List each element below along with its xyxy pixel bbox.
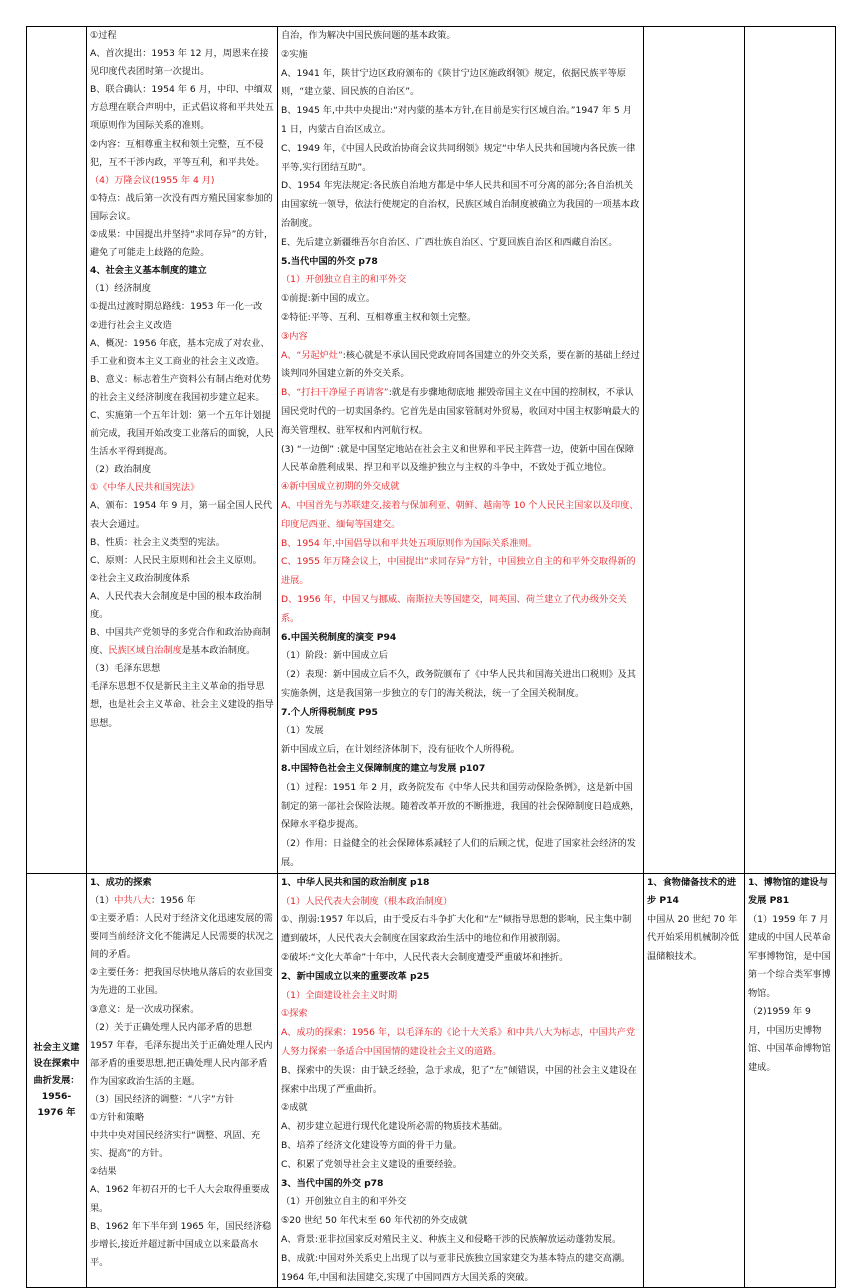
text-line [281, 177, 640, 233]
text-line [90, 1218, 274, 1272]
text-span: C、原则：人民民主原则和社会主义原则。 [90, 554, 262, 566]
text-span: ②实施 [281, 48, 308, 60]
text-line [90, 588, 274, 624]
text-span: 自治，作为解决中国民族问题的基本政策。 [281, 30, 456, 41]
text-line [281, 1212, 640, 1231]
text-span: :核心就是不承认国民党政府同各国建立的外交关系，要在新的基础上经过谈判同外国建立新的外交关系。 [281, 349, 640, 380]
text-line [90, 45, 274, 81]
text-span: （4）万隆会议(1955 年 4 月) [90, 174, 215, 186]
text-line [281, 629, 640, 648]
text-span: ①探索 [281, 1008, 308, 1020]
text-span: A、人民代表大会制度是中国的根本政治制度。 [90, 590, 262, 620]
text-line [281, 741, 640, 760]
topic-cell [278, 873, 644, 1288]
text-span: ②结果 [90, 1166, 117, 1178]
text-line [90, 280, 274, 298]
text-span: B、联合确认：1954 年 6 月，中印、中缅双方总理在联合声明中，正式倡议将和平共处五项原则作为国际关系的准则。 [90, 84, 274, 132]
economy-cell [644, 27, 745, 874]
text-line [90, 371, 274, 407]
text-line [281, 478, 640, 497]
text-span: ⑤20 世纪 50 年代末至 60 年代初的外交成就 [281, 1215, 468, 1227]
text-line [281, 1118, 640, 1137]
text-span: B、1945 年,中共中央提出:“对内蒙的基本方针,在目前是实行区域自治。”1947 年 5 月 1 日，内蒙古自治区成立。 [281, 105, 632, 135]
text-line [90, 624, 274, 660]
text-line [281, 441, 640, 479]
text-line [281, 140, 640, 178]
text-span: A、成功的探索：1956 年，以毛泽东的《论十大关系》和中共八大为标志，中国共产党人努力探索一条适合中国国情的建设社会主义的道路。 [281, 1027, 636, 1058]
text-line [90, 892, 274, 910]
text-line [281, 328, 640, 347]
text-span: （1）发展 [281, 725, 324, 737]
text-span: ②成果：中国提出并坚持“求同存异”的方针，避免了可能走上歧路的危险。 [90, 229, 274, 259]
text-line [281, 760, 640, 779]
text-span: ④新中国成立初期的外交成就 [281, 481, 400, 493]
text-span: 3、当代中国的外交 p78 [281, 1177, 384, 1189]
text-line [90, 461, 274, 479]
text-line [281, 535, 640, 554]
text-span: 5.当代中国的外交 p78 [281, 255, 378, 267]
text-span: ②特征:平等、互利、互相尊重主权和领土完整。 [281, 311, 477, 323]
text-line [281, 874, 640, 893]
text-line [281, 987, 640, 1006]
text-span: 7.个人所得税制度 P95 [281, 706, 378, 718]
text-line [281, 1250, 640, 1288]
text-span: ③内容 [281, 330, 308, 342]
text-line [90, 552, 274, 570]
text-line [90, 1019, 274, 1037]
text-line [90, 1001, 274, 1019]
text-span: （1）人民代表大会制度（根本政治制度） [281, 895, 453, 907]
highlight-span: 中共八大 [114, 894, 151, 906]
text-span: 1、成功的探索 [90, 876, 152, 888]
text-line [90, 678, 274, 732]
text-line [281, 553, 640, 591]
text-line [90, 534, 274, 552]
text-line [281, 1024, 640, 1062]
text-line [90, 479, 274, 497]
text-line [90, 1109, 274, 1127]
topic-cell [278, 27, 644, 874]
text-span: （3）国民经济的调整：“八字”方针 [90, 1093, 234, 1105]
text-span: （2）关于正确处理人民内部矛盾的思想 [90, 1021, 253, 1033]
text-line [748, 1003, 832, 1077]
text-span: A、背景:亚非拉国家反对殖民主义、种族主义和侵略干涉的民族解放运动蓬勃发展。 [281, 1234, 622, 1245]
text-line [90, 1181, 274, 1217]
text-span: （1）1959 年 7 月建成的中国人民革命军事博物馆，是中国第一个综合类军事博物馆。 [748, 913, 831, 999]
text-line [90, 81, 274, 135]
text-span: 中共中央对国民经济实行“调整、巩固、充实、提高”的方针。 [90, 1130, 261, 1160]
text-line [90, 1127, 274, 1163]
text-line [90, 262, 274, 280]
text-span: （2）政治制度 [90, 464, 151, 476]
text-line [90, 407, 274, 461]
text-line [90, 226, 274, 262]
text-span: 4、社会主义基本制度的建立 [90, 265, 207, 277]
text-span: 1、食物储备技术的进步 P14 [647, 876, 737, 907]
text-span: A、1962 年初召开的七千人大会取得重要成果。 [90, 1184, 270, 1214]
text-span: （1）开创独立自主的和平外交 [281, 274, 407, 286]
era-cell: 社会主义建设在探索中曲折发展：1956-1976 年 [27, 873, 87, 1288]
text-line [748, 874, 832, 911]
text-line [90, 317, 274, 335]
text-span: 1957 年春，毛泽东提出关于正确处理人民内部矛盾的重要思想,把正确处理人民内部矛盾作为国家政治生活的主题。 [90, 1039, 273, 1087]
text-span: 毛泽东思想不仅是新民主主义革命的指导思想，也是社会主义革命、社会主义建设的指导思想。 [90, 681, 274, 729]
text-span: ：1956 年 [150, 894, 196, 906]
text-span: A、首次提出：1953 年 12 月，周恩来在接见印度代表团时第一次提出。 [90, 48, 269, 78]
text-span: C、1949 年，《中国人民政治协商会议共同纲领》规定“中华人民共和国境内各民族一律平等,实行团结互助”。 [281, 142, 636, 173]
text-span: 是基本政治制度。 [181, 645, 256, 657]
text-line [281, 1193, 640, 1212]
text-line [281, 497, 640, 535]
text-line [90, 298, 274, 316]
text-line [90, 172, 274, 190]
culture-cell [745, 873, 836, 1288]
text-line [281, 911, 640, 949]
text-span: (3) “一边倒” :就是中国坚定地站在社会主义和世界和平民主阵营一边，使新中国在保障人民革命胜利成果、捍卫和平以及维护独立与主权的斗争中，不致处于孤立地位。 [281, 443, 635, 474]
text-span: （1）经济制度 [90, 283, 151, 295]
text-span: ②内容：互相尊重主权和领土完整，互不侵犯，互不干涉内政，平等互利，和平共处。 [90, 138, 265, 168]
text-line [281, 347, 640, 385]
text-span: A、“另起炉灶” [281, 349, 343, 361]
economy-cell [644, 873, 745, 1288]
text-span: （3）毛泽东思想 [90, 663, 161, 675]
text-line [281, 65, 640, 103]
text-line [90, 1037, 274, 1091]
text-span: ①过程 [90, 30, 117, 41]
text-span: D、1956 年，中国又与挪威、南斯拉夫等国建交，同英国、荷兰建立了代办级外交关系。 [281, 593, 627, 624]
text-span: ①提出过渡时期总路线：1953 年一化一改 [90, 301, 263, 313]
text-span: B、意义：标志着生产资料公有制占绝对优势的社会主义经济制度在我国初步建立起来。 [90, 373, 271, 403]
text-span: （1） [90, 894, 115, 906]
text-span: B、探索中的失误：由于缺乏经验，急于求成，犯了“左”倾错误，中国的社会主义建设在探索中出现了严重曲折。 [281, 1064, 637, 1095]
text-line [748, 911, 832, 1004]
text-line [281, 1062, 640, 1100]
text-span: ①主要矛盾：人民对于经济文化迅速发展的需要同当前经济文化不能满足人民需要的状况之间的矛盾。 [90, 913, 274, 961]
text-line [90, 570, 274, 588]
text-span: 1、中华人民共和国的政治制度 p18 [281, 876, 430, 888]
text-line [281, 384, 640, 440]
text-span: （1）全面建设社会主义时期 [281, 989, 398, 1001]
text-line [281, 591, 640, 629]
text-line [90, 190, 274, 226]
era-cell [27, 27, 87, 874]
text-span: ③意义：是一次成功探索。 [90, 1003, 200, 1015]
text-line [90, 335, 274, 371]
text-span: ①、削弱:1957 年以后，由于受反右斗争扩大化和“左”倾指导思想的影响，民主集中制遭到破坏，人民代表大会制度在国家政治生活中的地位和作用被削弱。 [281, 914, 632, 945]
text-span: C、实施第一个五年计划：第一个五年计划提前完成，我国开始改变工业落后的面貌，人民生活水平得到提高。 [90, 409, 274, 458]
text-span: ②进行社会主义改造 [90, 319, 172, 331]
text-span: ②主要任务：把我国尽快地从落后的农业国变为先进的工业国。 [90, 967, 273, 997]
text-line [90, 1163, 274, 1181]
text-span: E、先后建立新疆维吾尔自治区、广西壮族自治区、宁夏回族自治区和西藏自治区。 [281, 236, 618, 248]
text-span: B、性质：社会主义类型的宪法。 [90, 536, 225, 548]
text-span: 新中国成立后，在计划经济体制下，没有征收个人所得税。 [281, 744, 520, 756]
text-line [281, 666, 640, 704]
text-span: B、成就:中国对外关系史上出现了以与亚非民族独立国家建交为基本特点的建交高潮。1964 年,中国和法国建交,实现了中国同西方大国关系的突破。 [281, 1252, 631, 1283]
text-line [281, 1099, 640, 1118]
text-span: ②破坏:“文化大革命”十年中，人民代表大会制度遭受严重破坏和挫折。 [281, 952, 569, 964]
text-line [90, 136, 274, 172]
text-line [281, 779, 640, 835]
text-line [281, 647, 640, 666]
text-line [281, 1005, 640, 1024]
text-span: C、积累了党领导社会主义建设的重要经验。 [281, 1158, 462, 1170]
text-line [281, 1231, 640, 1250]
text-span: 1、博物馆的建设与发展 P81 [748, 876, 828, 907]
text-line [281, 968, 640, 987]
text-line [647, 874, 741, 911]
text-line [90, 910, 274, 964]
text-line [281, 949, 640, 968]
text-line [281, 253, 640, 272]
text-span: （1）过程：1951 年 2 月，政务院发布《中华人民共和国劳动保险条例》，这是新中国制定的第一部社会保险法规。随着改革开放的不断推进，我国的社会保障制度日趋成熟，保障水平稳步提高。 [281, 781, 640, 831]
content-table [26, 26, 836, 1288]
text-span: （2）表现：新中国成立后不久，政务院颁布了《中华人民共和国海关进出口税则》及其实施条例，这是我国第一步独立的专门的海关税法，统一了全国关税制度。 [281, 669, 636, 699]
text-line [90, 874, 274, 892]
text-line [90, 964, 274, 1000]
text-line [281, 893, 640, 912]
text-span: B、培养了经济文化建设等方面的骨干力量。 [281, 1140, 462, 1152]
text-line [90, 1091, 274, 1109]
text-span: 2、新中国成立以来的重要改革 p25 [281, 970, 430, 982]
text-line [281, 1137, 640, 1156]
highlight-span: 民族区域自治制度 [108, 645, 182, 657]
table-row [27, 27, 836, 874]
text-span: A、颁布：1954 年 9 月，第一届全国人民代表大会通过。 [90, 500, 273, 530]
text-span: ①特点：战后第一次没有西方殖民国家参加的国际会议。 [90, 192, 273, 222]
text-span: A、中国首先与苏联建交,接着与保加利亚、朝鲜、越南等 10 个人民民主国家以及印度、印度尼西亚、缅甸等国建交。 [281, 499, 639, 530]
text-line [281, 835, 640, 873]
text-span: 6.中国关税制度的演变 P94 [281, 631, 397, 643]
text-span: ②社会主义政治制度体系 [90, 572, 191, 584]
text-line [281, 1175, 640, 1194]
text-span: （2）作用：日益健全的社会保障体系减轻了人们的后顾之忧，促进了国家社会经济的发展。 [281, 838, 636, 869]
text-span: ①《中华人民共和国宪法》 [90, 482, 200, 494]
text-line [281, 102, 640, 140]
table-row [27, 873, 836, 1288]
text-span: B、1954 年,中国倡导以和平共处五项原则作为国际关系准则。 [281, 537, 538, 549]
text-line [281, 271, 640, 290]
text-span: ②成就 [281, 1102, 308, 1114]
text-span: B、“打扫干净屋子再请客” [281, 387, 389, 399]
text-span: ①前提:新中国的成立。 [281, 293, 376, 305]
text-span: （1）开创独立自主的和平外交 [281, 1196, 407, 1208]
text-span: D、1954 年宪法规定:各民族自治地方都是中华人民共和国不可分离的部分;各自治机关由国家统一领导，依法行使规定的自治权，民族区域自治制度被确立为我国的一项基本政治制度。 [281, 180, 640, 229]
text-span: B、中国共产党领导的多党合作和政治协商制度、 [90, 627, 271, 657]
text-span: ①方针和策略 [90, 1112, 145, 1124]
text-span: 中国从 20 世纪 70 年代开始采用机械制冷低温储粮技术。 [647, 913, 739, 962]
text-span: :就是有步骤地彻底地 摧毁帝国主义在中国的控制权，不承认国民党时代的一切卖国条约。它首先是由国家管制对外贸易，收回对中国主权影响最大的海关管理权、驻军权和内河航行权。 [281, 387, 640, 436]
text-line [281, 1156, 640, 1175]
text-line [281, 309, 640, 328]
text-line [647, 911, 741, 967]
text-span: （1）阶段：新中国成立后 [281, 650, 388, 662]
text-span: B、1962 年下半年到 1965 年，国民经济稳步增长,接近并超过新中国成立以来最高水平。 [90, 1220, 272, 1268]
text-span: A、概况：1956 年底，基本完成了对农业、手工业和资本主义工商业的社会主义改造。 [90, 337, 270, 367]
text-line [90, 497, 274, 533]
text-line [281, 46, 640, 65]
text-line [281, 234, 640, 253]
text-line [90, 27, 274, 45]
text-line [281, 704, 640, 723]
history-cell [87, 873, 278, 1288]
text-span: 8.中国特色社会主义保障制度的建立与发展 p107 [281, 763, 486, 775]
text-line [281, 290, 640, 309]
text-span: C、1955 年万隆会议上，中国提出“求同存异”方针，中国独立自主的和平外交取得新的进展。 [281, 556, 636, 587]
text-span: （2)1959 年 9 月，中国历史博物馆、中国革命博物馆建成。 [748, 1006, 831, 1073]
culture-cell [745, 27, 836, 874]
text-line [281, 722, 640, 741]
text-line [90, 660, 274, 678]
history-cell [87, 27, 278, 874]
text-span: A、初步建立起进行现代化建设所必需的物质技术基础。 [281, 1121, 508, 1133]
text-line [281, 27, 640, 46]
text-span: A、1941 年，陕甘宁边区政府颁布的《陕甘宁边区施政纲领》规定，依据民族平等原则，“建立蒙、回民族的自治区”。 [281, 67, 626, 98]
